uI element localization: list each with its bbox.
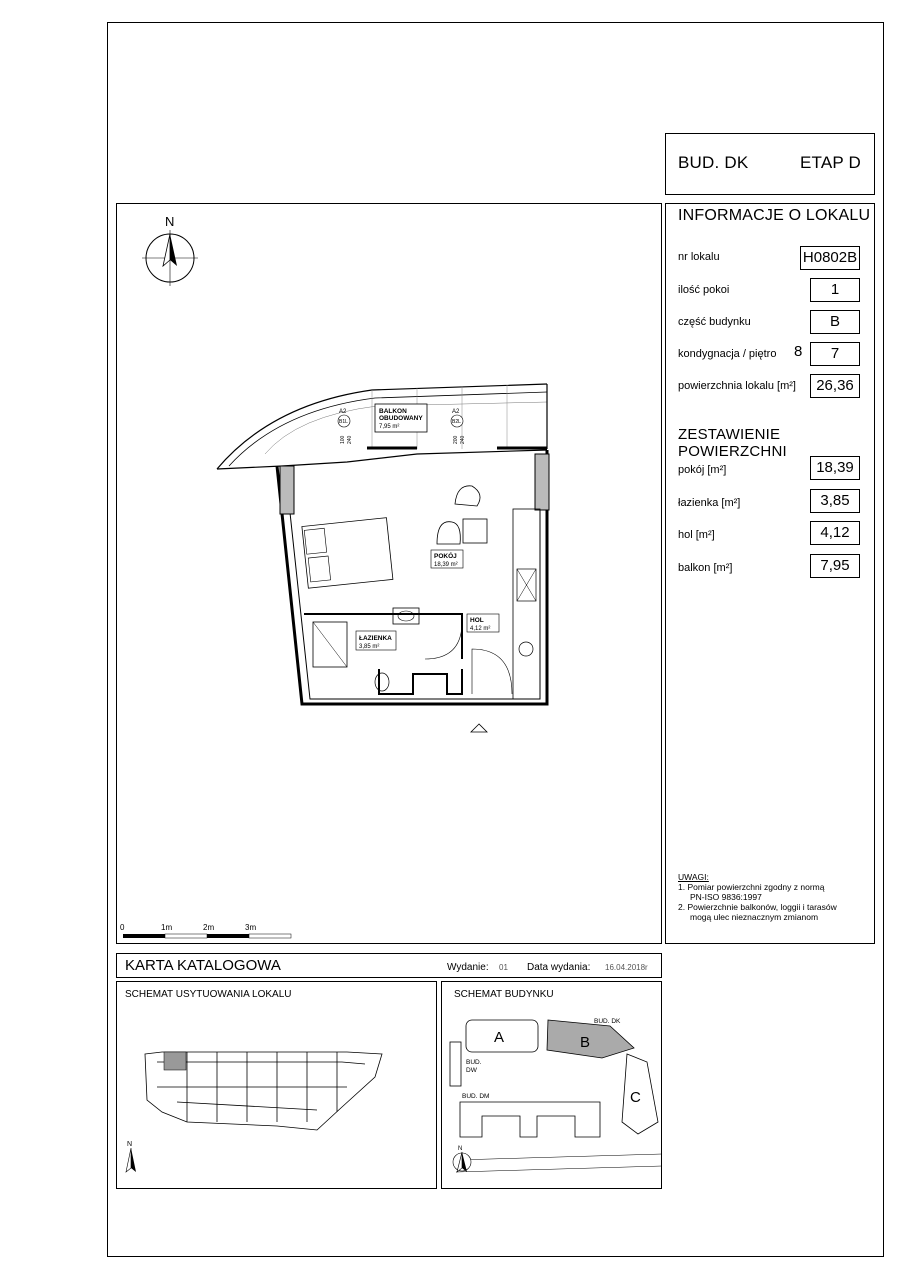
hall-name: HOL xyxy=(470,617,484,624)
balcony-area: 7,95 m² xyxy=(379,424,400,430)
building-label-dw-2: DW xyxy=(466,1067,477,1074)
schema-north-label: N xyxy=(127,1141,133,1148)
bath-name: ŁAZIENKA xyxy=(359,635,392,642)
location-schema-panel xyxy=(116,981,437,1189)
balcony-name: BALKON xyxy=(379,408,407,415)
date-label: Data wydania: xyxy=(527,962,591,973)
info-panel xyxy=(665,203,875,944)
window-tag-a2-2: A2 xyxy=(452,409,460,415)
stage-label: ETAP D xyxy=(800,153,862,172)
scale-label-2m: 2m xyxy=(203,923,215,932)
compass-icon xyxy=(142,214,198,286)
location-schema-drawing xyxy=(117,982,438,1190)
area-value-balcony: 7,95 xyxy=(810,554,860,578)
info-value-area: 26,36 xyxy=(810,374,860,398)
area-label-bath: łazienka [m²] xyxy=(678,497,741,509)
areas-heading: ZESTAWIENIE POWIERZCHNI xyxy=(678,426,787,460)
notes-heading: UWAGI: xyxy=(678,872,709,882)
info-label-area: powierzchnia lokalu [m²] xyxy=(678,380,796,392)
info-value-part: B xyxy=(810,310,860,334)
window-tag-a2-1: A2 xyxy=(339,409,347,415)
info-value-floor: 7 xyxy=(810,342,860,366)
building-label-a: A xyxy=(494,1029,505,1046)
catalog-title: KARTA KATALOGOWA xyxy=(125,957,281,974)
floor-plan-panel xyxy=(116,203,662,944)
area-value-bath: 3,85 xyxy=(810,489,860,513)
dim-label-1: 100 xyxy=(340,435,346,444)
hall-area: 4,12 m² xyxy=(470,626,491,632)
building-label-dw-1: BUD. xyxy=(466,1059,482,1066)
notes-line-3: 2. Powierzchnie balkonów, loggii i tarasów xyxy=(678,902,837,912)
building-schema-panel xyxy=(441,981,662,1189)
scale-bar xyxy=(120,923,291,938)
room-area: 18,39 m² xyxy=(434,562,458,568)
dim-label-3: 200 xyxy=(453,435,459,444)
date-value: 16.04.2018r xyxy=(605,963,648,972)
info-label-part: część budynku xyxy=(678,316,751,328)
edition-value: 01 xyxy=(499,963,508,972)
catalog-header xyxy=(116,953,662,978)
area-value-hall: 4,12 xyxy=(810,521,860,545)
scale-label-3m: 3m xyxy=(245,923,257,932)
info-heading: INFORMACJE O LOKALU xyxy=(678,207,871,224)
compass-north-label: N xyxy=(165,214,175,229)
building-label: BUD. DK xyxy=(678,153,749,172)
dim-label-4: 240 xyxy=(460,435,466,444)
area-value-room: 18,39 xyxy=(810,456,860,480)
bath-area: 3,85 m² xyxy=(359,644,380,650)
area-label-balcony: balkon [m²] xyxy=(678,562,733,574)
area-label-room: pokój [m²] xyxy=(678,464,727,476)
edition-label: Wydanie: xyxy=(447,962,489,973)
location-schema-title: SCHEMAT USYTUOWANIA LOKALU xyxy=(125,989,292,1000)
scale-label-1m: 1m xyxy=(161,923,173,932)
area-label-hall: hol [m²] xyxy=(678,529,715,541)
window-tag-b1-label: B1L xyxy=(339,419,348,425)
building-label-c: C xyxy=(630,1089,641,1106)
info-value-rooms: 1 xyxy=(810,278,860,302)
info-value-storey: 8 xyxy=(794,343,803,360)
building-schema-title: SCHEMAT BUDYNKU xyxy=(454,989,554,1000)
schema-compass-icon xyxy=(126,1141,136,1172)
apartment-location-marker xyxy=(164,1052,186,1070)
room-name: POKÓJ xyxy=(434,553,457,560)
info-label-floor: kondygnacja / piętro xyxy=(678,348,777,360)
building-label-b: B xyxy=(580,1034,591,1051)
building-compass-icon xyxy=(453,1146,471,1172)
window-tag-b2-label: B2L xyxy=(452,419,461,425)
floor-plan xyxy=(117,204,663,945)
building-schema-drawing xyxy=(442,982,663,1190)
building-label-dk: BUD. DK xyxy=(594,1018,621,1025)
dim-label-2: 240 xyxy=(347,435,353,444)
notes-line-1: 1. Pomiar powierzchni zgodny z normą xyxy=(678,882,825,892)
notes xyxy=(678,872,837,922)
title-block xyxy=(665,133,875,195)
apartment-walls xyxy=(277,448,549,732)
building-north-label: N xyxy=(458,1146,463,1152)
info-label-rooms: ilość pokoi xyxy=(678,284,730,296)
info-value-nr: H0802B xyxy=(800,246,860,270)
scale-label-0: 0 xyxy=(120,923,125,932)
notes-line-2: PN-ISO 9836:1997 xyxy=(690,892,762,902)
notes-line-4: mogą ulec nieznacznym zmianom xyxy=(690,912,819,922)
balcony-name-2: OBUDOWANY xyxy=(379,415,423,422)
info-label-nr: nr lokalu xyxy=(678,251,720,263)
building-label-dm: BUD. DM xyxy=(462,1093,490,1100)
